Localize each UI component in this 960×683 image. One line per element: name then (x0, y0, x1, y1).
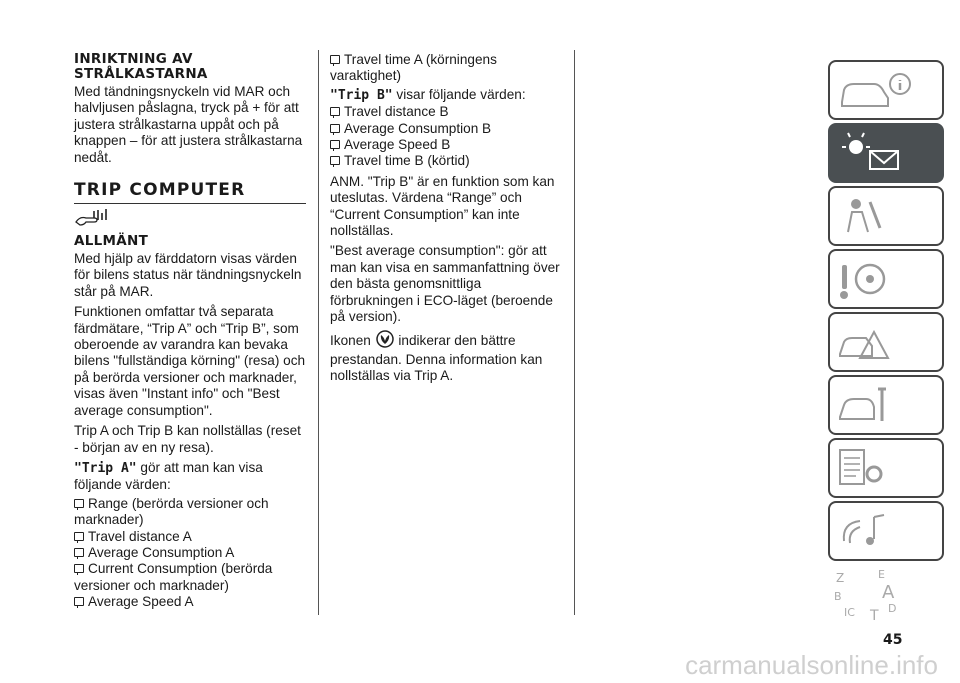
heading-general: ALLMÄNT (74, 233, 149, 250)
list-item: Average Consumption B (330, 121, 568, 137)
tab-emergency[interactable] (828, 312, 944, 372)
section-title-trip-computer: TRIP COMPUTER (74, 180, 306, 204)
page-number: 45 (883, 632, 903, 648)
paragraph-general: Med hjälp av färddatorn visas värden för bilens status när tändningsnyckeln står på MAR. (74, 251, 302, 299)
tab-safety[interactable] (828, 186, 944, 246)
trip-a-text: gör att man kan visa följande värden: (74, 459, 263, 493)
svg-text:IC: IC (844, 606, 855, 619)
tab-know-your-car[interactable] (828, 60, 944, 120)
bullet-icon (74, 564, 84, 573)
bullet-icon (74, 499, 84, 508)
tab-multimedia[interactable] (828, 501, 944, 561)
list-item: Average Speed A (74, 594, 306, 610)
svg-text:D: D (888, 602, 897, 615)
svg-text:B: B (834, 590, 842, 603)
trip-a-label: "Trip A" (74, 460, 137, 476)
paragraph-icon-info: Ikonen indikerar den bättre prestandan. Denna information kan nollställas via Trip A. (330, 330, 568, 385)
tab-dashboard[interactable] (828, 123, 944, 183)
list-item: Travel time A (körningens varaktighet) (330, 52, 497, 84)
bullet-icon (330, 156, 340, 165)
tab-starting-driving[interactable] (828, 249, 944, 309)
svg-text:Z: Z (836, 571, 845, 585)
column-left (74, 52, 306, 611)
list-item: Travel time B (körtid) (330, 153, 568, 169)
paragraph-note: ANM. "Trip B" är en funktion som kan uteslutas. Värdena “Range” och “Current Consumption” kan inte nollställas. (330, 173, 555, 239)
trip-computer-hand-icon (74, 208, 306, 230)
svg-text:T: T (870, 608, 879, 622)
column-middle (330, 52, 568, 389)
list-item: Average Speed B (330, 137, 568, 153)
bullet-icon (74, 597, 84, 606)
bullet-icon (330, 140, 340, 149)
best-consumption-icon (375, 330, 395, 352)
tab-maintenance[interactable] (828, 375, 944, 435)
paragraph-trip-a (74, 460, 306, 494)
watermark: carmanualsonline.info (685, 650, 938, 680)
bullet-icon (330, 107, 340, 116)
column-divider (318, 50, 319, 615)
bullet-icon (330, 124, 340, 133)
trip-b-label: "Trip B" (330, 87, 393, 103)
svg-text:E: E (878, 568, 885, 581)
heading-headlight-alignment: INRIKTNING AV STRÅLKASTARNA (74, 51, 208, 82)
list-item: Travel distance B (330, 104, 568, 120)
tab-technical-data[interactable] (828, 438, 944, 498)
trip-b-text: visar följande värden: (392, 86, 526, 102)
bullet-icon (330, 55, 340, 64)
list-item: Average Consumption A (74, 545, 306, 561)
bullet-icon (74, 548, 84, 557)
list-item: Range (berörda versioner och marknader) (74, 495, 269, 528)
list-item: Current Consumption (berörda versioner och marknader) (74, 561, 273, 593)
paragraph-function: Funktionen omfattar två separata färdmätare, “Trip A” och “Trip B”, som oberoende av varandra kan bevaka bilens "fullständiga körning" (resa) och på berörda versioner och marknader, visas även "Instant info" och "Best average consumption". (74, 304, 306, 418)
paragraph-headlight: Med tändningsnyckeln vid MAR och halvljusen påslagna, tryck på + för att justera strålkastarna uppåt och på knappen – för att justera strålkastarna nedåt. (74, 84, 303, 165)
column-divider (574, 50, 575, 615)
paragraph-trip-b (330, 87, 568, 104)
svg-text:A: A (882, 582, 895, 603)
bullet-icon (74, 532, 84, 541)
tab-index[interactable] (828, 564, 944, 624)
list-item: Travel distance A (74, 529, 306, 545)
paragraph-reset: Trip A och Trip B kan nollställas (reset - början av en ny resa). (74, 423, 301, 455)
paragraph-best-consumption: "Best average consumption": gör att man kan visa en sammanfattning över den bästa genomsnittliga förbrukningen i ECO-läget (beroende på version). (330, 243, 560, 325)
